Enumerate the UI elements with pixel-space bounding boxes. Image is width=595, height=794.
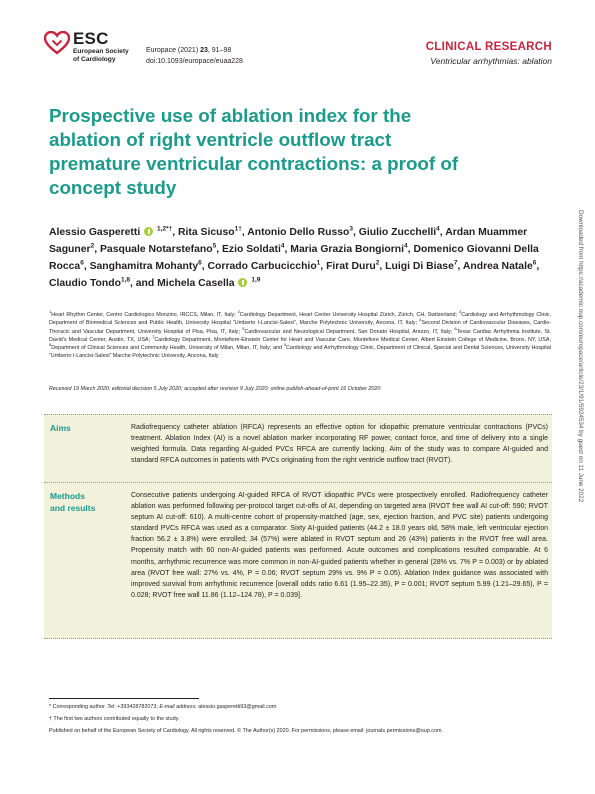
affiliation-text: Second Division of Cardiovascular Diseases, Cardio-Thoracic and Vascular Department, University Hospital of Pisa, Pisa, IT, Italy; [49,320,552,335]
article-subcategory: Ventricular arrhythmias: ablation [430,56,552,66]
affiliation-text: Department of Clinical Sciences and Community Health, University of Milan, Milan, IT, Italy; and [51,345,284,352]
affiliation-number: 4 [419,317,422,323]
author-name: Giulio Zucchelli [358,227,437,238]
author-name: Rita Sicuso [178,227,235,238]
aims-label: Aims [50,423,71,433]
author-name: Luigi Di Biase [385,261,454,273]
article-title: Prospective use of ablation index for the ablation of right ventricle outflow tract premature ventricular contractions: a proof of concept study [49,105,459,198]
abstract-divider [44,482,552,483]
abstract-divider [44,638,552,639]
journal-pages: , 91–98 [207,47,232,54]
author-affiliation-marker: 1 [316,259,321,267]
author-affiliation-marker: 6 [532,259,537,267]
affiliation-number: 5 [242,325,245,331]
affiliation-number: 3 [459,309,462,315]
author-name: Sanghamitra Mohanty [89,261,199,273]
affiliation-number: 2 [237,309,240,315]
esc-heart-logo-icon [44,31,70,55]
publisher-note: Published on behalf of the European Society of Cardiology. All rights reserved. © The Author(s) 2020. For permissions, please email: journals.permissions@oup.com. [49,728,443,734]
equal-contribution-note: † The first two authors contributed equally to the study. [49,716,180,722]
author-name: Maria Grazia Bongiorni [290,244,405,256]
affiliation-text: Cardiology Department, Heart Center University Hospital Zürich, Zürich, CH, Switzerland; [239,312,459,318]
author-affiliation-marker: 1,9 [251,276,261,284]
author-affiliation-marker: 1† [234,225,242,233]
affiliation-text: Texas Cardiac Arrhythmia Institute, St. David’s Medical Center, Austin, TX, USA; [49,328,551,343]
affiliation-text: Cardiology Department, Montefiore-Einstein Center for Heart and Vascular Care, Montefiore Medical Center, Albert Einstein College of Medicine, Bronx, NY, USA; [154,336,551,343]
affiliation-number: 7 [152,334,155,340]
author-affiliation-marker: 1,2*† [157,225,173,233]
doi[interactable]: doi:10.1093/europace/euaa228 [146,58,243,65]
corresponding-label: * Corresponding author. Tel: +393428782073; [49,704,160,710]
affiliation-text: Cardiology and Arrhythmology Clinic, Department of Clinical, Special and Dental Sciences, University Hospital “Umberto I-Lancisi-Salesi” Marche Polytechnic University, Ancona, Italy [49,345,551,360]
email-label: E-mail address: [159,704,197,710]
article-section [426,41,552,66]
email-address[interactable]: alessio.gasperetti93@gmail.com [196,704,277,710]
affiliation-number: 6 [454,325,457,331]
author-affiliation-marker: 6 [198,259,202,267]
affiliation-number: 1 [49,309,52,315]
author-name: Andrea Natale [462,261,533,273]
author-name: Ezio Soldati [222,244,281,256]
affiliation-text: Cardiovascular and Neurological Department, San Donato Hospital, Arezzo, IT, Italy; [244,328,455,335]
author-name: Alessio Gasperetti [49,227,141,238]
author-name: Claudio Tondo [49,278,121,290]
author-name: Corrado Carbucicchio [207,261,317,273]
author-affiliation-marker: 3 [349,225,354,233]
footnote-rule [49,698,199,699]
author-name: Ardan Muammer Saguner [49,227,528,256]
methods-label: Methods and results [50,491,96,513]
author-affiliation-marker: 5 [212,242,217,250]
affiliation-text: Heart Rhythm Center, Centro Cardiologico Monzino, IRCCS, Milan, IT, Italy; [51,312,238,318]
corresponding-author [49,704,551,711]
author-affiliation-marker: 1,8 [120,276,130,284]
author-affiliation-marker: 2 [90,242,95,250]
author-list: Alessio Gasperetti $^{1,2*\dagger}$, Rita Sicuso$^{1\dagger}$, Antonio Dello Russo$^3$, Giulio Zucchelli$^4$, Ardan Muammer Saguner$^2$, Pasquale Notarstefano$^5$, Ezio Soldati$^4$, Maria Grazia Bongiorni$^4$, Domenico Giovanni Della Rocca$^6$, Sanghamitra Mohanty$^6$, Corrado Carbucicchio$^1$, Firat Duru$^2$, Luigi Di Biase$^7$, Andrea Natale$^6$, Claudio Tondo$^{1,8}$, and Michela Casella $^{1,9}$ [49,225,540,290]
journal-volume: 23 [200,47,208,54]
structured-abstract [44,414,552,639]
aims-text: Radiofrequency catheter ablation (RFCA) represents an effective option for idiopathic premature ventricular contractions (PVCs) treatment. Ablation Index (AI) is a novel ablation marker incorporating RF power, contact force, and time of delivery into a single weighted formula. Data regarding AI-guided PVCs RFCA are currently lacking. Aim of the study was to compare AI-guided and standard RFCA outcomes in patients with PVCs originating from the right ventricle outflow tract (RVOT). [131,424,548,465]
logo-text: ESC [73,29,109,48]
author-name: Pasquale Notarstefano [99,244,213,256]
affiliations [49,311,551,361]
logo-society: European Society of Cardiology [73,48,129,63]
author-name: Firat Duru [326,261,376,273]
received-dates: Received 19 March 2020; editorial decision 5 July 2020; accepted after revision 9 July 2020; online publish-ahead-of-print 16 October 2020 [49,386,381,392]
author-affiliation-marker: 7 [453,259,458,267]
download-note-text: Downloaded from https://academic.oup.com/europace/article/23/1/91/5924534 by guest on 11 June 2022 [577,210,584,503]
author-affiliation-marker: 2 [375,259,380,267]
author-name: Antonio Dello Russo [247,227,350,238]
orcid-icon[interactable] [238,278,247,287]
download-side-note [574,210,586,580]
affiliation-number: 9 [283,342,286,348]
author-affiliation-marker: 4 [436,225,440,233]
author-name: Domenico Giovanni Della Rocca [49,244,539,273]
affiliation-text: Cardiology and Arrhythmology Clinic, Department of Biomedical Sciences and Public Health, University Hospital “Umberto I-Lancisi-Salesi”, Marche Polytechnic University, Ancona, IT, Italy; [49,312,551,327]
esc-logo [44,29,134,73]
citation [146,45,243,67]
abstract-divider [44,414,552,415]
affiliation-number: 8 [49,342,52,348]
orcid-icon[interactable] [144,227,153,236]
journal-name: Europace (2021) [146,47,201,54]
methods-text: Consecutive patients undergoing AI-guided RFCA of RVOT idiopathic PVCs were prospectively enrolled. Radiofrequency catheter ablation was performed following per-protocol target cut-offs of AI, depending on targeted area (RVOT free wall AI cut-off: 590; RVOT septum AI cut-off: 610). A multi-centre cohort of propensity-matched (age, sex, ejection fraction, and PVC site) patients undergoing standard PVCs RFCA was used as a comparator. Sixty AI-guided patients (44.2 ± 18.0 years old, 58% male, left ventricular ejection fraction 56.2 ± 3.8%) were enrolled; 34 (57%) were ablated in RVOT septum and 26 (43%) patients in the RVOT free wall area. Propensity match with 60 non-AI-guided patients was performed. Acute outcomes and complications resulted comparable. At 6 months, arrhythmic recurrence was more common in non-AI-guided patients whether in general (28% vs. 7% P = 0.003) or by ablated area (RVOT free wall: 27% vs. 4%, P = 0.06; RVOT septum 29% vs. 9% P = 0.05). Ablation Index guidance was associated with improved survival from arrhythmic recurrence [overall odds ratio 6.61 (1.95–22.35), P = 0.001; RVOT septum 5.99 (1.21–29.65), P = 0.028; RVOT free wall 11.86 (1.12–124.78), P = 0.039]. [131,492,548,599]
author-name: Michela Casella [157,278,235,290]
author-affiliation-marker: 6 [80,259,84,267]
author-affiliation-marker: 4 [280,242,285,250]
author-affiliation-marker: 4 [404,242,408,250]
article-category: CLINICAL RESEARCH [425,41,552,53]
